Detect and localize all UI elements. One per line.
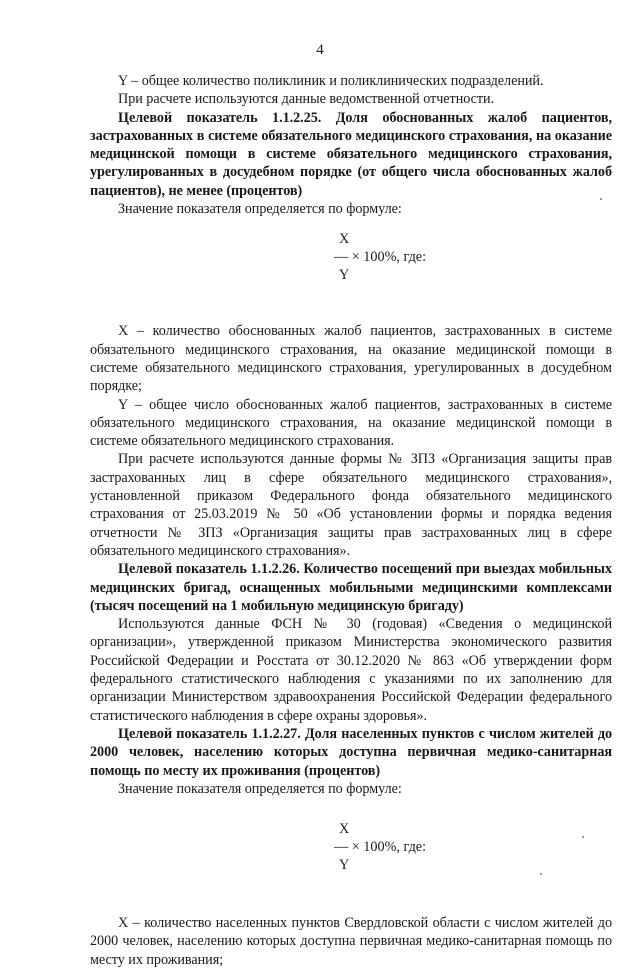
- formula-tail: × 100%, где:: [348, 839, 427, 856]
- formula-numerator: X: [339, 821, 350, 838]
- formula-numerator: X: [339, 231, 350, 248]
- document-body: [90, 72, 612, 969]
- paragraph-formula-intro-2: Значение показателя определяется по формуле:: [118, 780, 402, 797]
- formula-1: [90, 230, 612, 288]
- heading-indicator-1-1-2-25: Целевой показатель 1.1.2.25. Доля обоснованных жалоб пациентов, застрахованных в системе обязательного медицинского страхования, на оказание медицинской помощи в системе обязательного медицинского страхования, урегулированных в досудебном порядке (от общего числа обоснованных жалоб пациентов), не менее (процентов): [90, 109, 612, 199]
- scan-speck: [540, 873, 542, 875]
- formula-tail: × 100%, где:: [348, 249, 427, 266]
- formula-2: [90, 820, 612, 878]
- paragraph-x-definition: X – количество обоснованных жалоб пациентов, застрахованных в системе обязательного медицинского страхования, на оказание медицинской помощи в системе обязательного медицинского страхования, урегулированных в досудебном порядке;: [90, 323, 612, 395]
- heading-indicator-1-1-2-27: Целевой показатель 1.1.2.27. Доля населенных пунктов с числом жителей до 2000 человек, населению которых доступна первичная медико-санитарная помощь по месту их проживания (процентов): [90, 725, 612, 779]
- formula-fraction-line: —: [334, 249, 349, 266]
- heading-indicator-1-1-2-26: Целевой показатель 1.1.2.26. Количество посещений при выездах мобильных медицинских бригад, оснащенных мобильными медицинскими комплексами (тысяч посещений на 1 мобильную медицинскую бригаду): [90, 561, 612, 614]
- paragraph-y-definition-2: Y – общее число обоснованных жалоб пациентов, застрахованных в системе обязательного медицинского страхования, на оказание медицинской помощи в системе обязательного медицинского страхования.: [90, 396, 612, 450]
- formula-fraction-line: —: [334, 839, 349, 856]
- paragraph-zpz-source: При расчете используются данные формы № ЗПЗ «Организация защиты прав застрахованных лиц в сфере обязательного медицинского страхования», установленной приказом Федерального фонда обязательного медицинского страхования от 25.03.2019 № 50 «Об установлении формы и порядка ведения отчетности № ЗПЗ «Организация защиты прав застрахованных лиц в сфере обязательного медицинского страхования».: [90, 451, 612, 559]
- paragraph-data-source: При расчете используются данные ведомственной отчетности.: [118, 91, 495, 108]
- paragraph-fsn-source: Используются данные ФСН № 30 (годовая) «Сведения о медицинской организации», утвержденной приказом Министерства экономического развития Российской Федерации и Росстата от 30.12.2020 № 863 «Об утверждении форм федерального статистического наблюдения с указаниями по их заполнению для организации Министерством здравоохранения Российской Федерации федерального статистического наблюдения в сфере охраны здоровья».: [90, 616, 612, 724]
- formula-denominator: Y: [339, 267, 350, 284]
- paragraph-y-definition: Y – общее количество поликлиник и поликлинических подразделений.: [118, 73, 544, 89]
- scan-speck: [600, 198, 602, 200]
- page-number: 4: [316, 42, 324, 58]
- formula-denominator: Y: [339, 857, 350, 874]
- scan-speck: [582, 836, 584, 838]
- paragraph-x-settlements: X – количество населенных пунктов Свердловской области с числом жителей до 2000 человек, населению которых доступна первичная медико-санитарная помощь по месту их проживания;: [90, 915, 612, 968]
- paragraph-formula-intro: Значение показателя определяется по формуле:: [118, 201, 402, 218]
